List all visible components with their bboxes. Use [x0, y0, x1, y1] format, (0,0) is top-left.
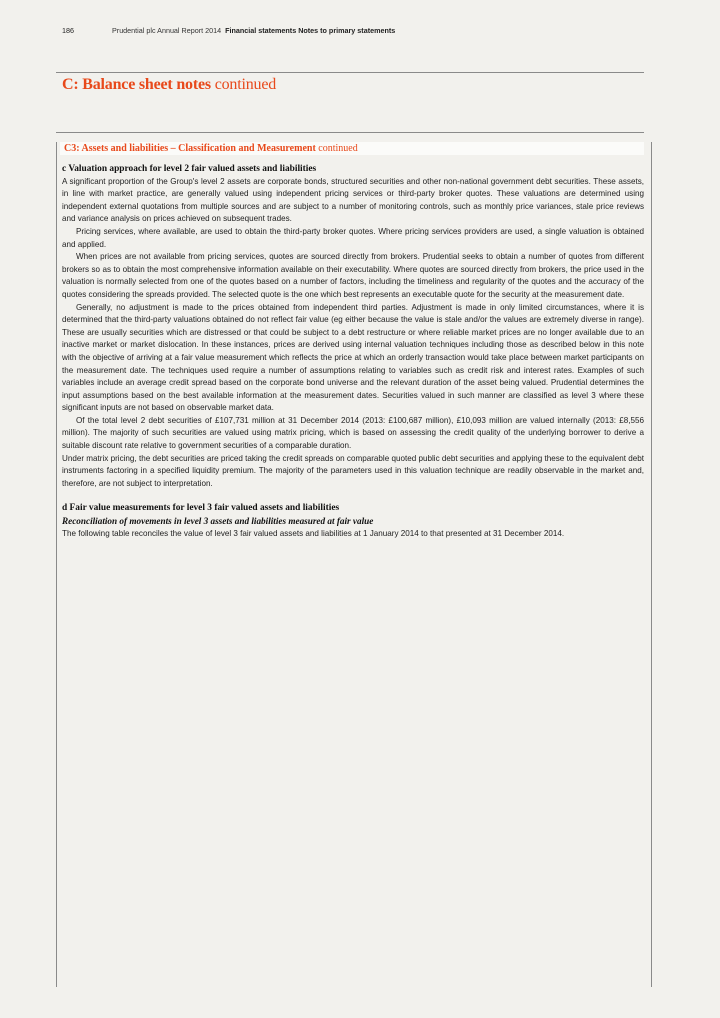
note-body	[62, 163, 644, 540]
note-title-bold: C3: Assets and liabilities – Classification and Measurement	[64, 143, 316, 154]
section-title-bold: C: Balance sheet notes	[62, 76, 211, 93]
paragraph: Under matrix pricing, the debt securities are priced taking the credit spreads on comparable quoted public debt securities and applying these to the equivalent debt instruments factoring in a specified liquidity premium. The majority of the parameters used in this valuation technique are readily observable in the market and, therefore, are not subject to interpretation.	[62, 453, 644, 488]
paragraph: When prices are not available from pricing services, quotes are sourced directly from brokers. Prudential seeks to obtain a number of quotes from different brokers so as to obtain the most comprehensive information available on their executability. Where quotes are sourced directly from brokers, the price used in the valuation is normally selected from one of the quotes based on a number of factors, including the timeliness and regularity of the quotes and the accuracy of the quotes considering the spreads provided. The selected quote is the one which best represents an executable quote for the security at the measurement date.	[62, 252, 644, 299]
section-breadcrumb: Financial statements Notes to primary statements	[225, 26, 396, 35]
paragraph: Of the total level 2 debt securities of £107,731 million at 31 December 2014 (2013: £100,687 million), £10,093 million are valued internally (2013: £8,556 million). The majority of such securities are valued using matrix pricing, which is based on assessing the credit quality of the underlying borrower to derive a suitable discount rate relative to government securities of a comparable duration.	[62, 415, 644, 451]
section-divider	[56, 132, 644, 133]
paragraph: A significant proportion of the Group's level 2 assets are corporate bonds, structured securities and other non-national government debt securities. These assets, in line with market practice, are generally valued using independent pricing services or third-party broker quotes. These valuations are determined using independent external quotations from multiple sources and are subject to a number of monitoring controls, such as monthly price variances, stale price reviews and variance analysis on prices achieved on subsequent trades.	[62, 176, 644, 224]
paragraph: Generally, no adjustment is made to the prices obtained from independent third parties. Adjustment is made in only limited circumstances, where it is determined that the third-party valuations obtained do not reflect fair value (eg either because the value is stale and/or the values are extremely diverse in range). These are usually securities which are distressed or that could be subject to a debt restructure or where reliable market prices are no longer available due to an inactive market or market dislocation. In these instances, prices are derived using internal valuation techniques including those as described below in this note with the objective of arriving at a fair value measurement which reflects the price at which an orderly transaction would take place between market participants on the measurement date. The techniques used require a number of assumptions relating to variables such as credit risk and interest rates. Examples of such variables include an average credit spread based on the corporate bond universe and the relevant duration of the asset being valued. Prudential determines the input assumptions based on the best available information at the measurement dates. Securities valued in such manner are classified as level 3 where these significant inputs are not based on observable market data.	[62, 302, 644, 413]
paragraph: Pricing services, where available, are used to obtain the third-party broker quotes. Where pricing services providers are used, a single valuation is obtained and applied.	[62, 226, 644, 249]
right-frame-line	[651, 142, 652, 987]
note-title	[64, 142, 358, 155]
paragraph: The following table reconciles the value of level 3 fair valued assets and liabilities at 1 January 2014 to that presented at 31 December 2014.	[62, 528, 565, 538]
subsection-d-heading: d Fair value measurements for level 3 fair valued assets and liabilities	[62, 503, 340, 514]
note-title-continued: continued	[318, 143, 358, 154]
section-title	[62, 76, 276, 94]
subsection-d-subheading: Reconciliation of movements in level 3 assets and liabilities measured at fair value	[62, 516, 374, 527]
top-divider	[56, 72, 644, 73]
subsection-c-heading: c Valuation approach for level 2 fair valued assets and liabilities	[62, 164, 317, 174]
left-frame-line	[56, 142, 57, 987]
page-number: 186	[62, 26, 74, 35]
publication-name: Prudential plc Annual Report 2014	[112, 26, 222, 35]
section-title-continued: continued	[214, 76, 277, 93]
page-header	[62, 26, 395, 35]
